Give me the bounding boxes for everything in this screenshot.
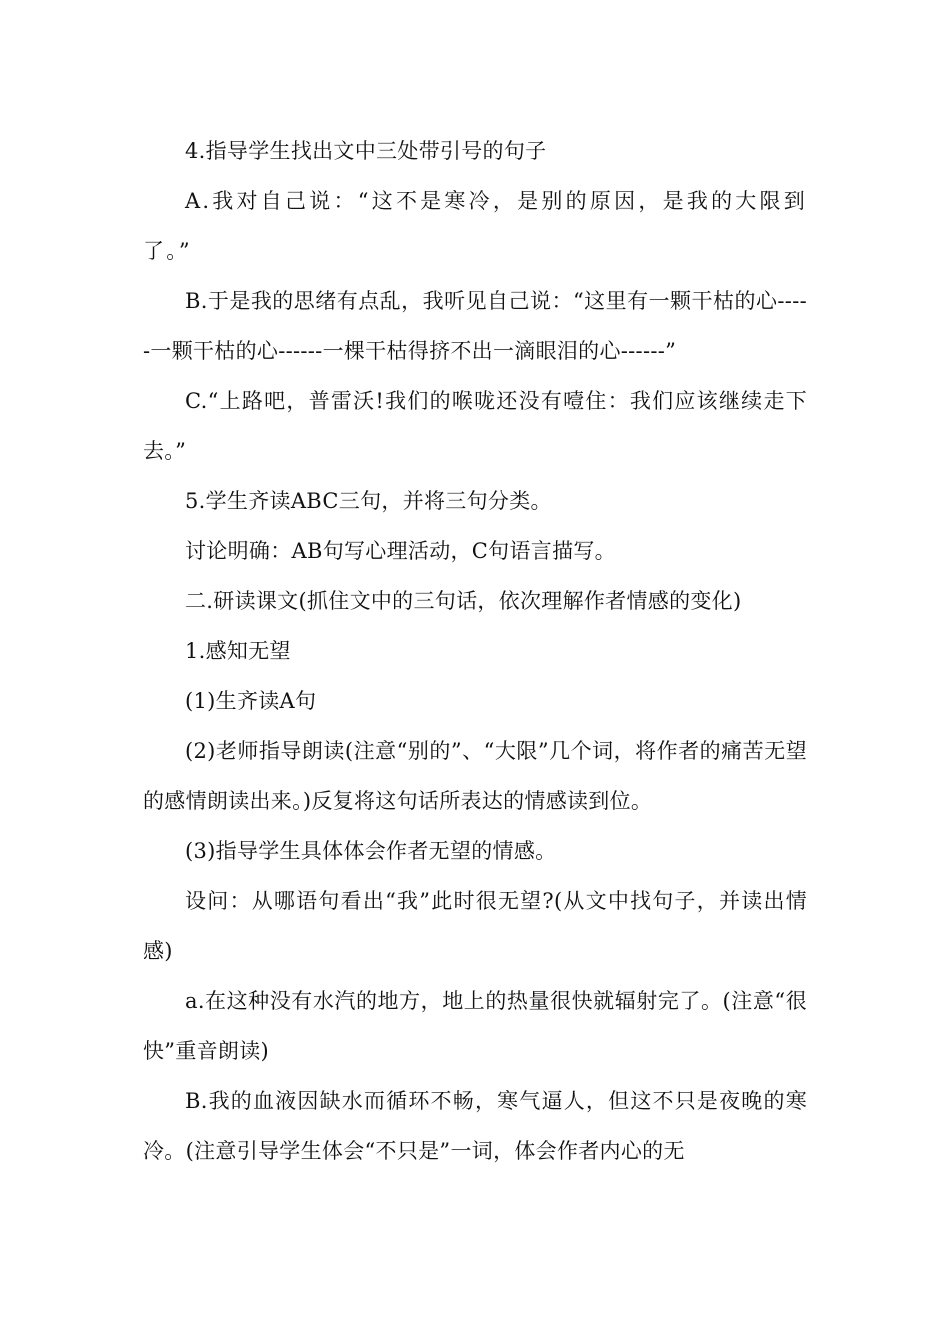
paragraph-read-a: (1)生齐读A句 bbox=[185, 689, 317, 713]
paragraph-item-b: B.我的血液因缺水而循环不畅，寒气逼人，但这不只是夜晚的寒冷。(注意引导学生体会“不只是”一词，体会作者内心的无 bbox=[143, 1089, 807, 1163]
paragraph-guide-experience: (3)指导学生具体体会作者无望的情感。 bbox=[185, 839, 557, 863]
document-body bbox=[143, 126, 807, 1176]
paragraph-teacher-guide: (2)老师指导朗读(注意“别的”、“大限”几个词，将作者的痛苦无望的感情朗读出来。)反复将这句话所表达的情感读到位。 bbox=[143, 739, 807, 813]
paragraph-discussion: 讨论明确：AB句写心理活动，C句语言描写。 bbox=[185, 539, 616, 563]
paragraph-quote-b: B.于是我的思绪有点乱，我听见自己说：“这里有一颗干枯的心-----一颗干枯的心------一棵干枯得挤不出一滴眼泪的心------” bbox=[143, 289, 807, 363]
paragraph-quote-a: A.我对自己说：“这不是寒冷，是别的原因，是我的大限到了。” bbox=[143, 189, 807, 263]
paragraph-perceive-hopeless: 1.感知无望 bbox=[185, 639, 291, 663]
paragraph-quote-c: C.“上路吧，普雷沃!我们的喉咙还没有噎住：我们应该继续走下去。” bbox=[143, 389, 807, 463]
paragraph-question: 设问：从哪语句看出“我”此时很无望?(从文中找句子，并读出情感) bbox=[143, 889, 807, 963]
paragraph-section-2: 二.研读课文(抓住文中的三句话，依次理解作者情感的变化) bbox=[185, 589, 742, 613]
paragraph-item-a: a.在这种没有水汽的地方，地上的热量很快就辐射完了。(注意“很快”重音朗读) bbox=[143, 989, 807, 1063]
paragraph-step-4: 4.指导学生找出文中三处带引号的句子 bbox=[185, 139, 547, 163]
paragraph-step-5: 5.学生齐读ABC三句，并将三句分类。 bbox=[185, 489, 552, 513]
